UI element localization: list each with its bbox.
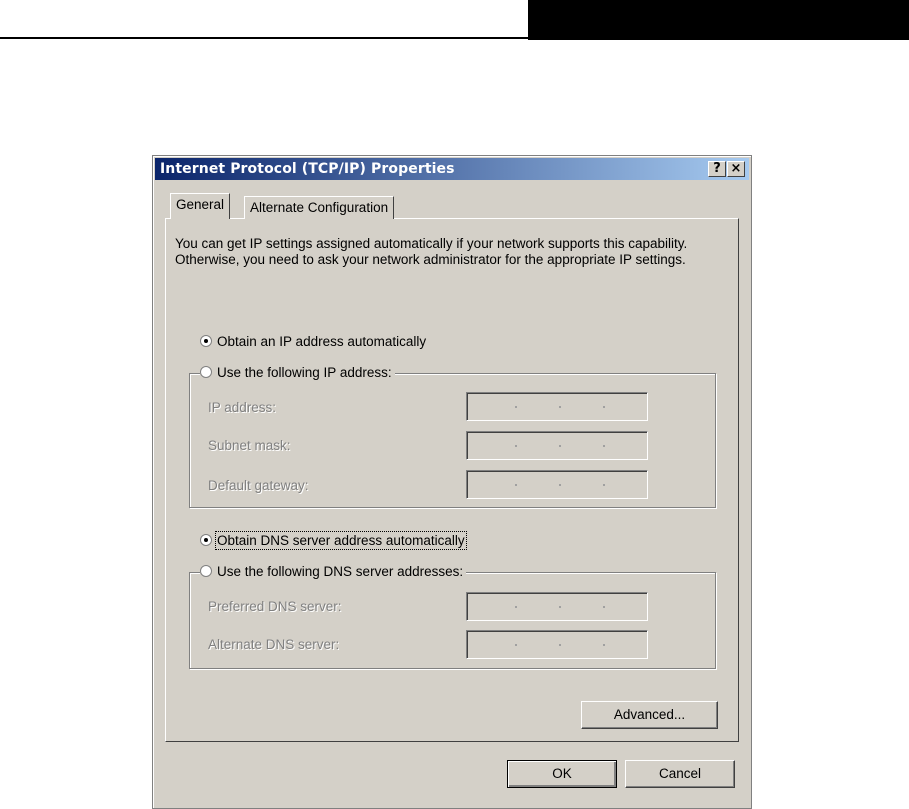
use-following-ip-label: Use the following IP address: [217, 365, 392, 380]
use-following-ip-radio[interactable] [200, 365, 395, 380]
radio-indicator-checked[interactable] [200, 335, 212, 347]
advanced-button[interactable]: Advanced... [581, 701, 718, 729]
radio-indicator[interactable] [200, 366, 212, 378]
tcpip-properties-dialog [152, 155, 752, 809]
alternate-dns-input[interactable] [466, 630, 648, 659]
title-bar[interactable] [155, 158, 749, 180]
close-button[interactable] [727, 161, 745, 177]
subnet-mask-label: Subnet mask: [208, 438, 291, 453]
page-header-rule [0, 37, 528, 39]
alternate-dns-label: Alternate DNS server: [208, 637, 340, 652]
preferred-dns-input[interactable] [466, 592, 648, 621]
ok-button[interactable]: OK [507, 760, 617, 788]
obtain-ip-auto-label: Obtain an IP address automatically [217, 334, 427, 349]
intro-text: You can get IP settings assigned automatically if your network supports this capability. Otherwise, you need to ask your network administrator for the appropriate IP settings. [175, 236, 688, 267]
use-following-dns-label: Use the following DNS server addresses: [217, 564, 464, 579]
default-gateway-label: Default gateway: [208, 478, 309, 493]
close-icon: × [730, 161, 742, 176]
tab-general[interactable]: General [170, 193, 230, 219]
ip-address-input[interactable] [466, 392, 648, 421]
preferred-dns-label: Preferred DNS server: [208, 599, 342, 614]
help-button[interactable] [708, 161, 726, 177]
help-icon: ? [713, 161, 721, 176]
default-gateway-input[interactable] [466, 470, 648, 499]
dialog-title: Internet Protocol (TCP/IP) Properties [160, 161, 455, 177]
radio-indicator[interactable] [200, 565, 212, 577]
cancel-button[interactable]: Cancel [625, 760, 735, 788]
use-following-dns-radio[interactable] [200, 564, 466, 579]
page-header-block [528, 0, 909, 40]
radio-indicator-checked[interactable] [200, 534, 212, 546]
obtain-dns-auto-label: Obtain DNS server address automatically [217, 533, 465, 548]
ip-address-label: IP address: [208, 400, 277, 415]
subnet-mask-input[interactable] [466, 431, 648, 460]
tab-alternate-configuration[interactable]: Alternate Configuration [244, 196, 394, 219]
